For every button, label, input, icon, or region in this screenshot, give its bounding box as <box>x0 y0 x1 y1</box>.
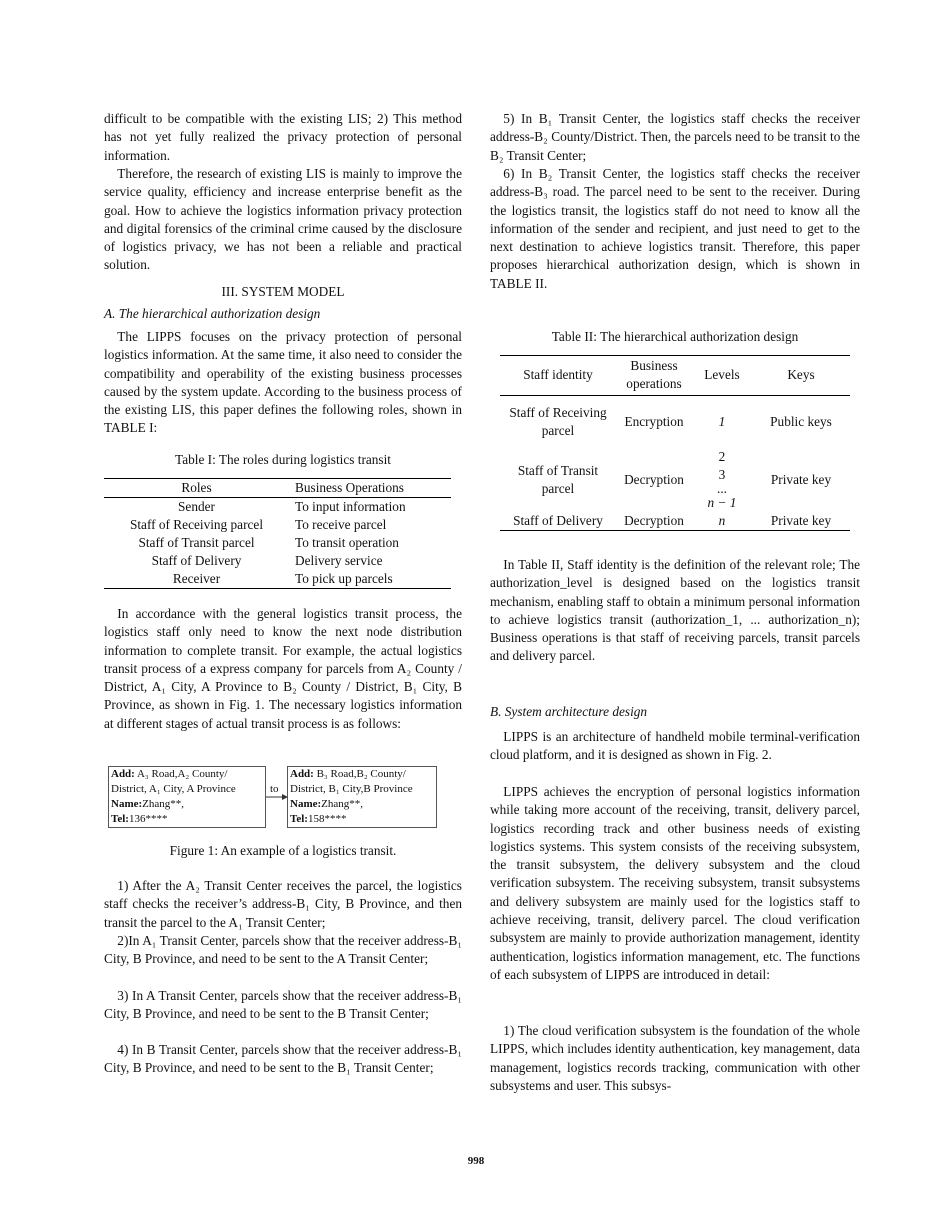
table-row <box>104 570 451 589</box>
table-cell: Staff of Receiving parcel <box>129 517 264 532</box>
value: District, A₁ City, A Province <box>111 783 236 795</box>
subsection-heading: B. System architecture design <box>490 704 648 719</box>
table-row <box>104 552 451 570</box>
sender-address-box <box>108 766 266 828</box>
value: 136**** <box>128 813 168 825</box>
table-cell: Staff of Delivery <box>151 553 242 568</box>
value: Zhang**, <box>321 798 364 810</box>
level: 3 <box>718 466 726 482</box>
level: n − 1 <box>707 494 737 510</box>
value: 158**** <box>307 813 347 825</box>
table-cell: Sender <box>178 499 215 514</box>
paragraph: Therefore, the research of existing LIS is mainly to improve the service quality, efficiency and increase enterprise benefit as the goal. How to achieve the logistics information privacy protection and digital forensics of the criminal crime caused by the disclosure of logistics privacy, we has not been a reliable and practical solution. <box>104 166 462 273</box>
table-row <box>104 498 451 517</box>
list-item: 5) In B₁ Transit Center, the logistics staff checks the receiver address-B₂ County/District. Then, the parcels need to be transit to the B₂ Transit Center; <box>490 111 860 163</box>
table-header: Staff identity <box>500 356 616 396</box>
value: A₃ Road,A₂ County/ <box>134 768 228 780</box>
paragraph: In Table II, Staff identity is the definition of the relevant role; The authorization_level is designed based on the logistics transit mechanism, enabling staff to obtain a minimum personal information to achieve logistics transit (authorization_1, ... authorization_n); Business operations is that staff of receiving parcels, transit parcels and delivery parcel. <box>490 557 860 664</box>
paragraph: 1) The cloud verification subsystem is the foundation of the whole LIPPS, which includes identity authentication, key management, data management, logistics records tracking, communication with other subsystems and user. This subsys- <box>490 1023 861 1093</box>
table-cell: Public keys <box>770 413 832 429</box>
subsection-heading: A. The hierarchical authorization design <box>104 306 321 321</box>
value: District, B₁ City,B Province <box>290 783 413 795</box>
table-cell: To transit operation <box>295 535 399 550</box>
table-authorization <box>500 355 850 531</box>
arrow-label: to <box>270 783 279 795</box>
receiver-address-box <box>287 766 437 828</box>
label: Add: <box>111 768 135 780</box>
label: Name: <box>111 798 143 810</box>
table-cell: Private key <box>770 471 832 487</box>
paragraph: In accordance with the general logistics transit process, the logistics staff only need to know the next node distribution information to complete transit. For example, the actual logistics transit process of a express company for parcels from A₂ County / District, A₁ City, A Province to B₂ County / District, B₁ City, B Province, as shown in Fig. 1. The necessary logistics information at different stages of actual transit process is as follows: <box>104 606 462 731</box>
table-cell: Private key <box>770 512 832 528</box>
table-cell: To pick up parcels <box>295 571 393 586</box>
value: Zhang**, <box>142 798 185 810</box>
list-item: 2)In A₁ Transit Center, parcels show that the receiver address-B₁ City, B Province, and need to be sent to the A Transit Center; <box>104 933 462 967</box>
table-header: Business Operations <box>289 479 451 498</box>
table-cell: 1 <box>718 413 726 429</box>
table-cell: Staff of Transit parcel <box>138 535 255 550</box>
table-cell: Decryption <box>624 512 684 528</box>
table-cell: Staff of Transit parcel <box>517 462 599 496</box>
list-item: 4) In B Transit Center, parcels show that the receiver address-B₁ City, B Province, and need to be sent to the B₁ Transit Center; <box>104 1042 462 1076</box>
paragraph: difficult to be compatible with the existing LIS; 2) This method has not yet fully realized the privacy protection of personal information. <box>104 111 462 163</box>
table-cell: Staff of Delivery <box>513 512 603 528</box>
table-cell: To receive parcel <box>295 517 387 532</box>
label: Tel: <box>111 813 129 825</box>
table-cell: n <box>718 512 726 528</box>
label: Name: <box>290 798 322 810</box>
table-row <box>500 396 850 448</box>
label: Add: <box>290 768 314 780</box>
table-cell <box>692 448 752 512</box>
paragraph: LIPPS achieves the encryption of personal logistics information while taking more account of the receiving, transit, delivery parcel, logistics recording track and other business needs of existing logistics systems. This system consists of the receiving subsystem, the transit subsystem, the delivery subsystem and the cloud verification subsystem. The receiving subsystem, transit subsystems and delivery subsystem are mainly used for the logistics staff to achieve receiving, transit, delivery parcel. The cloud verification subsystem are mainly to provide authorization management, identity authentication, logistics information management, etc. The functions of each subsystem of LIPPS are introduced in detail: <box>490 784 860 982</box>
table-header: Roles <box>104 479 289 498</box>
table-header: Levels <box>692 356 752 396</box>
level: ... <box>717 480 727 496</box>
table-caption: Table I: The roles during logistics transit <box>175 452 391 467</box>
table-row <box>104 534 451 552</box>
page-number: 998 <box>467 1155 485 1167</box>
table-cell: Delivery service <box>295 553 383 568</box>
paragraph: The LIPPS focuses on the privacy protection of personal logistics information. At the same time, it also need to consider the compatibility and operability of the existing business processes caused by the system update. According to the business process of the existing LIS, this paper defines the following roles, shown in TABLE I: <box>104 329 462 436</box>
table-header: Business operations <box>616 356 692 396</box>
list-item: 6) In B₂ Transit Center, the logistics staff checks the receiver address-B₃ road. The parcel need to be sent to the receiver. During the logistics transit, the logistics staff do not need to know all the information of the sender and recipient, and just need to get to the next destination to achieve logistics transit. Therefore, this paper proposes hierarchical authorization design, which is shown in TABLE II. <box>490 166 860 291</box>
table-caption: Table II: The hierarchical authorization design <box>551 329 799 344</box>
figure-logistics-transit <box>108 766 438 830</box>
list-item: 3) In A Transit Center, parcels show that the receiver address-B₁ City, B Province, and need to be sent to the B Transit Center; <box>104 988 462 1022</box>
value: B₃ Road,B₂ County/ <box>313 768 406 780</box>
table-cell: Decryption <box>624 471 684 487</box>
figure-caption: Figure 1: An example of a logistics transit. <box>169 843 397 858</box>
paragraph: LIPPS is an architecture of handheld mobile terminal-verification cloud platform, and it is designed as shown in Fig. 2. <box>490 729 860 763</box>
table-cell: Staff of Receiving parcel <box>509 404 607 438</box>
table-row <box>500 512 850 531</box>
table-row <box>104 516 451 534</box>
table-cell: Receiver <box>172 571 221 586</box>
arrow-icon <box>266 792 288 802</box>
table-row <box>500 448 850 512</box>
list-item: 1) After the A₂ Transit Center receives the parcel, the logistics staff checks the receiver’s address-B₁ City, B Province, and then transit the parcel to the A₁ Transit Center; <box>104 878 462 930</box>
table-roles <box>104 478 451 589</box>
table-header: Keys <box>752 356 850 396</box>
table-cell: Encryption <box>624 413 684 429</box>
section-heading: III. SYSTEM MODEL <box>221 284 345 299</box>
label: Tel: <box>290 813 308 825</box>
level: 2 <box>718 448 726 464</box>
table-cell: To input information <box>295 499 406 514</box>
